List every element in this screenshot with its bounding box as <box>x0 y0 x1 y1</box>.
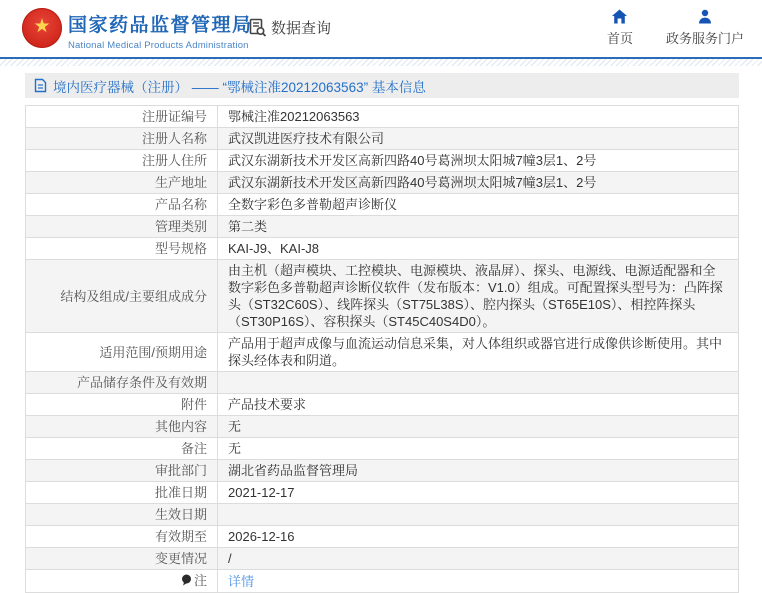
breadcrumb <box>25 73 739 98</box>
row-label: 注册人名称 <box>26 128 218 150</box>
nav-gov-portal-label: 政务服务门户 <box>665 31 744 46</box>
row-value: 2021-12-17 <box>218 482 739 504</box>
table-row <box>26 333 739 372</box>
row-value: / <box>218 548 739 570</box>
row-label: 备注 <box>26 438 218 460</box>
row-label: 审批部门 <box>26 460 218 482</box>
row-label: 其他内容 <box>26 416 218 438</box>
row-value: 由主机（超声模块、工控模块、电源模块、液晶屏）、探头、电源线、电源适配器和全数字彩色多普勒超声诊断仪软件（发布版本：V1.0）组成。可配置探头型号为：凸阵探头（ST32C60S）、线阵探头（ST75L38S）、腔内探头（ST65E10S）、相控阵探头（ST30P16S）、容积探头（ST45C40S4D0）。 <box>218 260 739 333</box>
nav-gov-portal[interactable] <box>666 9 744 47</box>
top-nav <box>600 9 744 47</box>
registration-info-table <box>25 105 739 593</box>
row-label: 产品名称 <box>26 194 218 216</box>
table-row <box>26 394 739 416</box>
row-label: 注册证编号 <box>26 106 218 128</box>
row-value: 全数字彩色多普勒超声诊断仪 <box>218 194 739 216</box>
row-label: 型号规格 <box>26 238 218 260</box>
table-row <box>26 482 739 504</box>
document-icon <box>34 78 47 93</box>
site-subtitle: National Medical Products Administration <box>68 40 249 51</box>
row-value: KAI-J9、KAI-J8 <box>218 238 739 260</box>
row-label: 附件 <box>26 394 218 416</box>
user-icon <box>697 9 713 24</box>
row-label: 产品储存条件及有效期 <box>26 372 218 394</box>
row-value <box>218 504 739 526</box>
note-icon <box>181 573 192 590</box>
row-label: 结构及组成/主要组成成分 <box>26 260 218 333</box>
table-row <box>26 238 739 260</box>
header-hatch-band <box>0 59 762 66</box>
row-label: 生效日期 <box>26 504 218 526</box>
row-label: 注 <box>26 570 218 593</box>
table-row <box>26 570 739 593</box>
table-row <box>26 128 739 150</box>
table-row <box>26 172 739 194</box>
home-icon <box>611 9 628 24</box>
row-label: 生产地址 <box>26 172 218 194</box>
row-value <box>218 570 739 593</box>
breadcrumb-text: 境内医疗器械（注册） —— “鄂械注准20212063563” 基本信息 <box>53 79 426 95</box>
table-row <box>26 460 739 482</box>
table-row <box>26 194 739 216</box>
main-content <box>25 73 739 593</box>
row-label: 注册人住所 <box>26 150 218 172</box>
page-header <box>0 0 762 57</box>
row-value <box>218 372 739 394</box>
table-row <box>26 416 739 438</box>
row-value: 无 <box>218 416 739 438</box>
row-value: 武汉东湖新技术开发区高新四路40号葛洲坝太阳城7幢3层1、2号 <box>218 172 739 194</box>
row-value: 武汉东湖新技术开发区高新四路40号葛洲坝太阳城7幢3层1、2号 <box>218 150 739 172</box>
nav-home-label: 首页 <box>606 31 633 46</box>
nav-home[interactable] <box>600 9 640 47</box>
table-row <box>26 372 739 394</box>
row-value: 产品技术要求 <box>218 394 739 416</box>
details-link[interactable]: 详情 <box>228 573 255 589</box>
site-title: 国家药品监督管理局 <box>68 15 253 36</box>
table-row <box>26 260 739 333</box>
table-row <box>26 504 739 526</box>
row-label: 有效期至 <box>26 526 218 548</box>
row-value: 第二类 <box>218 216 739 238</box>
row-value: 产品用于超声成像与血流运动信息采集，对人体组织或器官进行成像供诊断使用。其中探头经体表和阴道。 <box>218 333 739 372</box>
row-label: 批准日期 <box>26 482 218 504</box>
star-icon: ★ <box>33 16 51 37</box>
table-row <box>26 548 739 570</box>
row-value: 湖北省药品监督管理局 <box>218 460 739 482</box>
table-row <box>26 106 739 128</box>
national-emblem-logo <box>22 8 62 48</box>
table-row <box>26 150 739 172</box>
table-row <box>26 526 739 548</box>
document-search-icon <box>248 18 267 37</box>
row-value: 无 <box>218 438 739 460</box>
row-label: 管理类别 <box>26 216 218 238</box>
row-value: 鄂械注准20212063563 <box>218 106 739 128</box>
row-label: 适用范围/预期用途 <box>26 333 218 372</box>
row-value: 武汉凯进医疗技术有限公司 <box>218 128 739 150</box>
data-query-button[interactable] <box>248 17 331 38</box>
row-value: 2026-12-16 <box>218 526 739 548</box>
brand-block <box>68 10 253 51</box>
table-row <box>26 438 739 460</box>
data-query-label: 数据查询 <box>271 20 332 37</box>
row-label: 变更情况 <box>26 548 218 570</box>
table-row <box>26 216 739 238</box>
